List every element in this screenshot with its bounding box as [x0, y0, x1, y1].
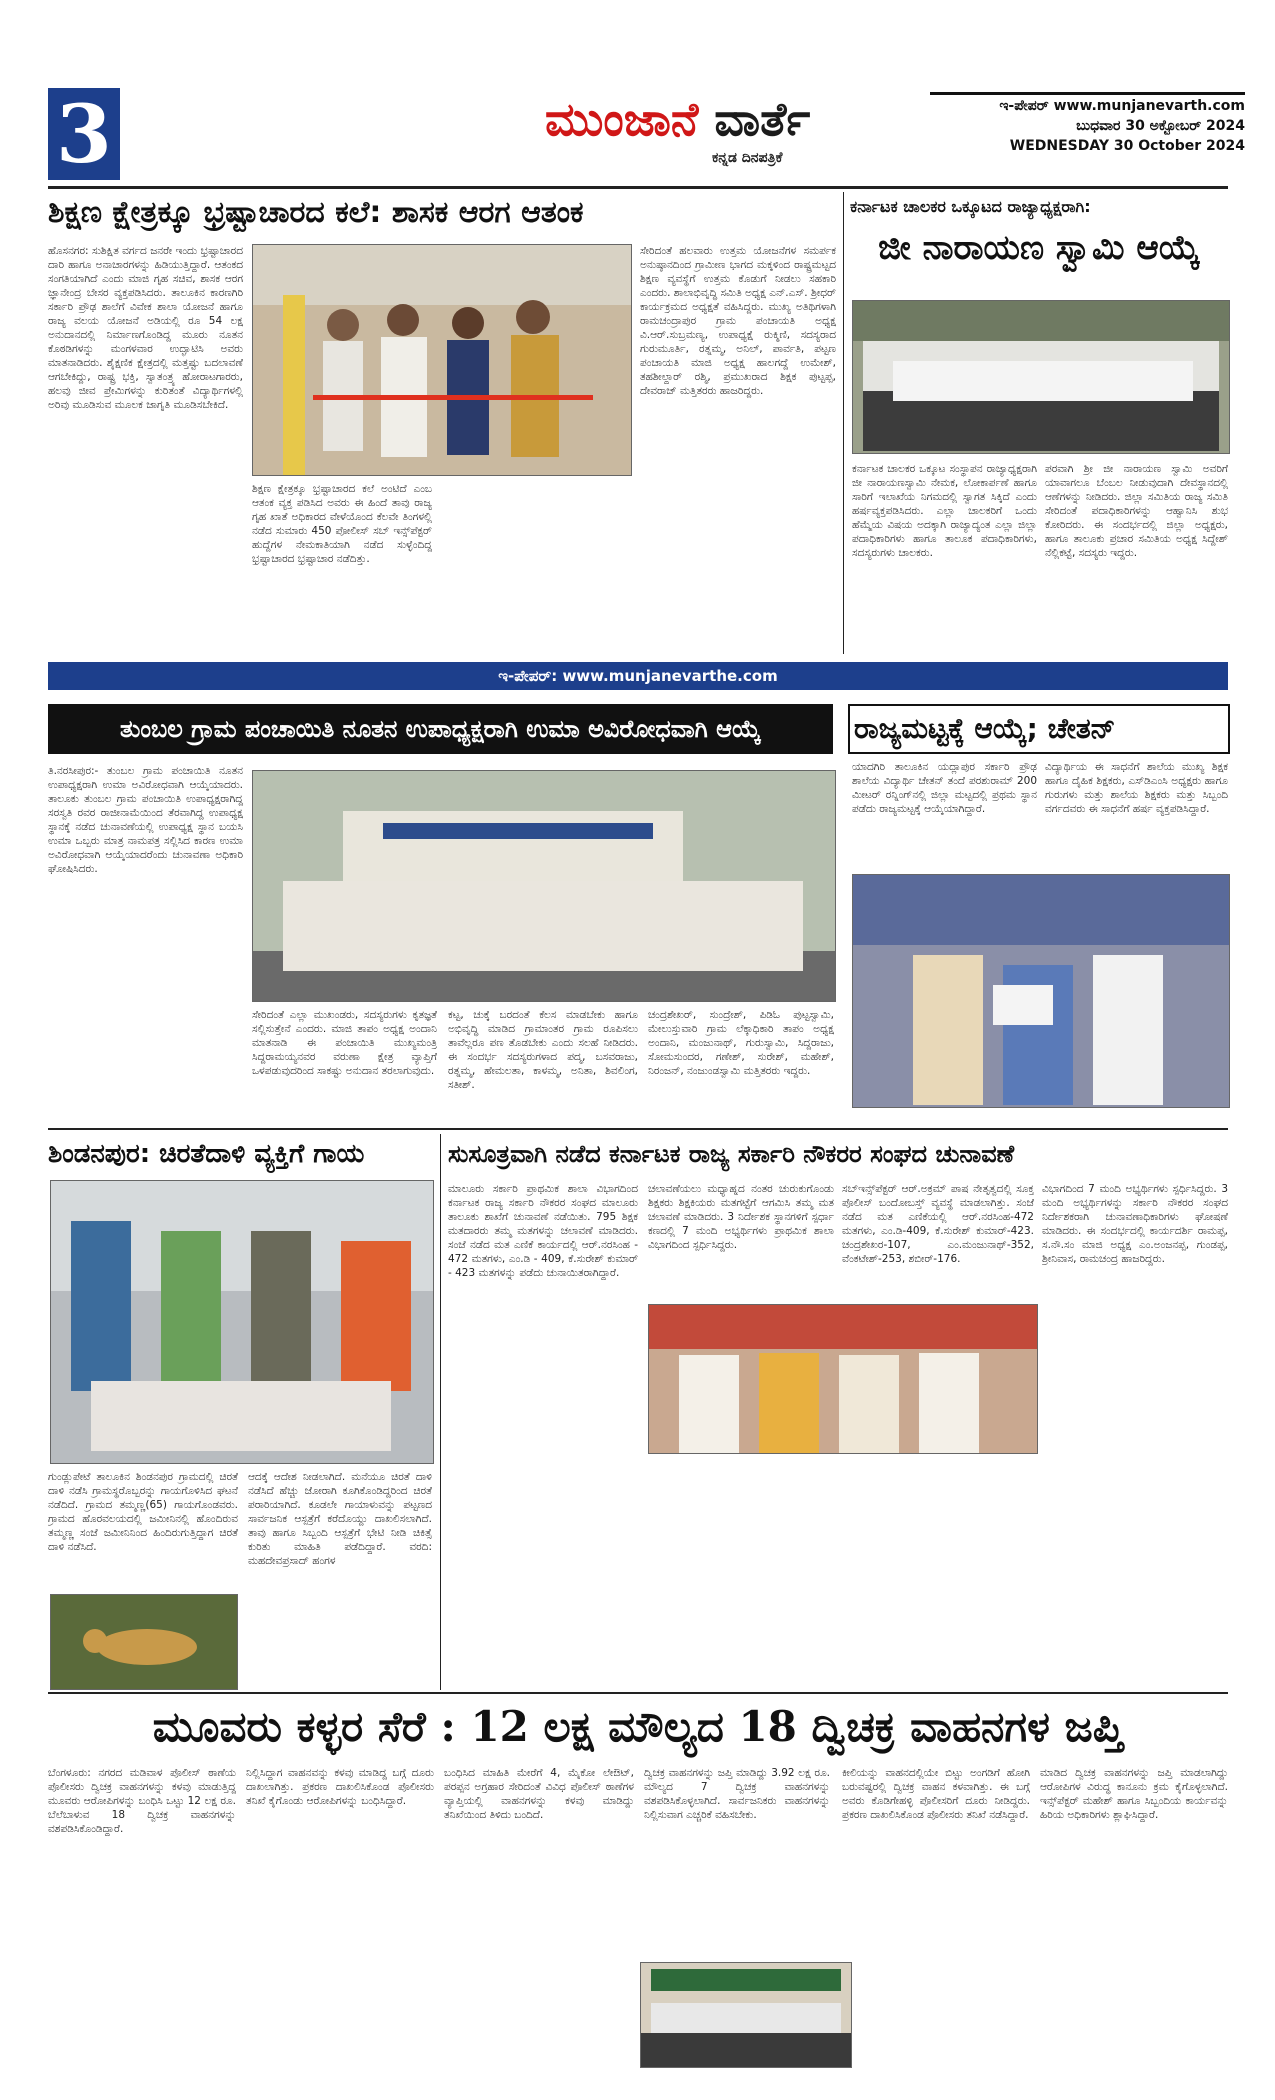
education-photo-image [253, 245, 631, 475]
date-kannada: ಬುಧವಾರ 30 ಅಕ್ಟೋಬರ್ 2024 [1076, 118, 1245, 134]
theft-headline[interactable]: ಮೂವರು ಕಳ್ಳರ ಸೆರೆ : 12 ಲಕ್ಷ ಮೌಲ್ಯದ 18 ದ್ವಿಚಕ್ರ ವಾಹನಗಳ ಜಪ್ತಿ [152, 1702, 1124, 1751]
leopard-col1: ಗುಂಡ್ಲುಪೇಟೆ ತಾಲೂಕಿನ ಶಿಂಡನಪುರ ಗ್ರಾಮದಲ್ಲಿ ಚಿರತೆ ದಾಳಿ ನಡೆಸಿ ಗ್ರಾಮಸ್ಥರೊಬ್ಬರನ್ನು ಗಾಯಗೊಳಿಸಿದ ಘಟನೆ ನಡೆದಿದೆ. ಗ್ರಾಮದ ತಮ್ಮಣ್ಣ(65) ಗಾಯಗೊಂಡವರು. ಗ್ರಾಮದ ಹೊರವಲಯದಲ್ಲಿ ಜಮೀನಿನಲ್ಲಿ ಹೊಂದಿರುವ ತಮ್ಮಣ್ಣ ಸಂಜೆ ಜಮೀನಿನಿಂದ ಹಿಂದಿರುಗುತ್ತಿದ್ದಾಗ ಚಿರತೆ ದಾಳಿ ನಡೆಸಿದೆ. [48, 1471, 238, 1553]
tumbala-photo [252, 770, 836, 1002]
date-english: WEDNESDAY 30 October 2024 [1009, 138, 1245, 154]
chethan-photo [852, 874, 1230, 1108]
tumbala-col1: ತಿ.ನರಸೀಪುರ:- ತುಂಬಲ ಗ್ರಾಮ ಪಂಚಾಯಿತಿ ನೂತನ ಉಪಾಧ್ಯಕ್ಷರಾಗಿ ಉಮಾ ಅವಿರೋಧವಾಗಿ ಆಯ್ಕೆಯಾದರು. ತಾಲೂಕು ತುಂಬಲ ಗ್ರಾಮ ಪಂಚಾಯಿತಿ ಉಪಾಧ್ಯಕ್ಷರಾಗಿದ್ದ ಸರಸ್ವತಿ ರವರ ರಾಜೀನಾಮೆಯಿಂದ ತೆರವಾಗಿದ್ದ ಉಪಾಧ್ಯಕ್ಷ ಸ್ಥಾನಕ್ಕೆ ನಡೆದ ಚುನಾವಣೆಯಲ್ಲಿ ಉಪಾಧ್ಯಕ್ಷ ಸ್ಥಾನ ಬಯಸಿ ಉಮಾ ಒಬ್ಬರು ಮಾತ್ರ ನಾಮಪತ್ರ ಸಲ್ಲಿಸಿದ ಕಾರಣ ಉಮಾ ಅವಿರೋಧವಾಗಿ ಆಯ್ಕೆಯಾದರೆಂದು ಚುನಾವಣಾ ಅಧಿಕಾರಿ ಘೋಷಿಸಿದರು. [48, 765, 243, 875]
chethan-col1: ಯಾದಗಿರಿ ತಾಲೂಕಿನ ಯದ್ಲಾಪುರ ಸರ್ಕಾರಿ ಪ್ರೌಢ ಶಾಲೆಯ ವಿದ್ಯಾರ್ಥಿ ಚೇತನ್ ತಂದೆ ಪರಶುರಾಮ್ 200 ಮೀಟರ್ ರನ್ನಿಂಗ್‌ನಲ್ಲಿ ಜಿಲ್ಲಾ ಮಟ್ಟದಲ್ಲಿ ಪ್ರಥಮ ಸ್ಥಾನ ಪಡೆದು ರಾಜ್ಯಮಟ್ಟಕ್ಕೆ ಆಯ್ಕೆಯಾಗಿದ್ದಾರೆ. [852, 761, 1037, 815]
leopard-col2: ಆದಕ್ಕೆ ಆದೇಶ ನೀಡಲಾಗಿದೆ. ಮನೆಯೂ ಚಿರತೆ ದಾಳಿ ನಡೆಸಿದೆ ಹೆಚ್ಚು ಜೋರಾಗಿ ಕೂಗಿಕೊಂಡಿದ್ದರಿಂದ ಚಿರತೆ ಪರಾರಿಯಾಗಿದೆ. ಕೂಡಲೇ ಗಾಯಾಳುವನ್ನು ಪಟ್ಟಣದ ಸಾರ್ವಜನಿಕ ಆಸ್ಪತ್ರೆಗೆ ಕರೆದೊಯ್ದು ದಾಖಲಿಸಲಾಗಿದೆ. ತಾವು ಹಾಗೂ ಸಿಬ್ಬಂದಿ ಆಸ್ಪತ್ರೆಗೆ ಭೇಟಿ ನೀಡಿ ಚಿಕಿತ್ಸೆ ಕುರಿತು ಮಾಹಿತಿ ಪಡೆದಿದ್ದಾರೆ. ವರದಿ: ಮಹದೇವಪ್ರಸಾದ್ ಹಂಗಳ [248, 1471, 432, 1567]
theft-col2: ನಿಲ್ಲಿಸಿದ್ದಾಗ ವಾಹನವನ್ನು ಕಳವು ಮಾಡಿದ್ದ ಬಗ್ಗೆ ದೂರು ದಾಖಲಾಗಿತ್ತು. ಪ್ರಕರಣ ದಾಖಲಿಸಿಕೊಂಡ ಪೊಲೀಸರು ತನಿಖೆ ಕೈಗೊಂಡು ಆರೋಪಿಗಳನ್ನು ಬಂಧಿಸಿದ್ದಾರೆ. [246, 1767, 434, 1807]
column-divider [843, 192, 844, 654]
drivers-headline-top: ಕರ್ನಾಟಕ ಚಾಲಕರ ಒಕ್ಕೂಟದ ರಾಜ್ಯಾಧ್ಯಕ್ಷರಾಗಿ: [850, 197, 1091, 216]
employees-col3: ಸಬ್‌ಇನ್ಸ್‌ಪೆಕ್ಟರ್ ಆರ್.ಅಕ್ರಮ್ ಪಾಷ ನೇತೃತ್ವದಲ್ಲಿ ಸೂಕ್ತ ಪೊಲೀಸ್ ಬಂದೋಬಸ್ತ್ ವ್ಯವಸ್ಥೆ ಮಾಡಲಾಗಿತ್ತು. ಸಂಜೆ ನಡೆದ ಮತ ಎಣಿಕೆಯಲ್ಲಿ ಆರ್.ನರಸಿಂಹ-472 ಮತಗಳು, ಎಂ.ಡಿ-409, ಕೆ.ಸುರೇಶ್ ಕುಮಾರ್-423. ಚಂದ್ರಶೇಖರ-107, ಎಂ.ಮಂಜುನಾಥ್-352, ವೆಂಕಟೇಶ್-253, ಶಬೀರ್-176. [842, 1183, 1034, 1265]
section-divider [48, 1692, 1228, 1694]
masthead-rule [930, 92, 1245, 95]
leopard-animal-image [51, 1595, 237, 1689]
tumbala-col2: ಸೇರಿದಂತೆ ಎಲ್ಲಾ ಮುಖಂಡರು, ಸದಸ್ಯರುಗಳು ಕೃತಜ್ಞತೆ ಸಲ್ಲಿಸುತ್ತೇನೆ ಎಂದರು. ಮಾಜಿ ತಾಪಂ ಅಧ್ಯಕ್ಷ ಅಂದಾನಿ ಮಾತನಾಡಿ ಈ ಪಂಚಾಯಿತಿ ಮುಖ್ಯಮಂತ್ರಿ ಸಿದ್ದರಾಮಯ್ಯನವರ ವರುಣಾ ಕ್ಷೇತ್ರ ವ್ಯಾಪ್ತಿಗೆ ಒಳಪಡುವುದರಿಂದ ಸಾಕಷ್ಟು ಅನುದಾನ ತರಲಾಗುವುದು. [252, 1009, 437, 1077]
masthead-divider [48, 186, 1228, 189]
section-divider [48, 1128, 1228, 1130]
leopard-photo [50, 1180, 434, 1464]
leopard-photo-image [51, 1181, 433, 1463]
education-caption: ಶಿಕ್ಷಣ ಕ್ಷೇತ್ರಕ್ಕೂ ಭ್ರಷ್ಟಾಚಾರದ ಕಲೆ ಅಂಟಿದೆ ಎಂಬ ಆತಂಕ ವ್ಯಕ್ತ ಪಡಿಸಿದ ಅವರು ಈ ಹಿಂದೆ ತಾವು ರಾಜ್ಯ ಗೃಹ ಖಾತೆ ಅಧಿಕಾರದ ವೇಳೆಯೊಂದ ಕೆಲವೇ ತಿಂಗಳಲ್ಲಿ ನಡೆದ ಸುಮಾರು 450 ಪೋಲೀಸ್ ಸಬ್ ಇನ್ಸ್‌ಪೆಕ್ಟರ್ ಹುದ್ದೆಗಳ ನೇಮಕಾತಿಯಾಗಿ ನಡೆದ ಸುಳ್ಳೆಂದಿದ್ದ ಭ್ರಷ್ಟಾಚಾರದ ಭ್ರಷ್ಟಾಚಾರ ನಡೆದಿತ್ತು. [252, 483, 432, 565]
education-col3: ಸೇರಿದಂತೆ ಹಲವಾರು ಉತ್ತಮ ಯೋಜನೆಗಳ ಸಮರ್ಪಕ ಅನುಷ್ಠಾನದಿಂದ ಗ್ರಾಮೀಣ ಭಾಗದ ಮಕ್ಕಳಿಂದ ರಾಷ್ಟ್ರಮಟ್ಟದ ಶಿಕ್ಷಣ ವ್ಯವಸ್ಥೆಗೆ ಉತ್ತಮ ಕೊಡುಗೆ ನೀಡಲು ಸಹಕಾರಿ ಎಂದರು. ಶಾಲಾಭಿವೃದ್ಧಿ ಸಮಿತಿ ಅಧ್ಯಕ್ಷ ಎನ್.ಎಸ್. ಶ್ರೀಧರ್ ಕಾರ್ಯಕ್ರಮದ ಅಧ್ಯಕ್ಷತೆ ವಹಿಸಿದ್ದರು. ಮುಖ್ಯ ಅತಿಥಿಗಳಾಗಿ ರಾಮಚಂದ್ರಾಪುರ ಗ್ರಾಮ ಪಂಚಾಯತಿ ಅಧ್ಯಕ್ಷ ವಿ.ಆರ್.ಸುಬ್ರಮಣ್ಯ, ಉಪಾಧ್ಯಕ್ಷೆ ರುಕ್ಮಿಣಿ, ಸದಸ್ಯರಾದ ಗುರುಮೂರ್ತಿ, ರತ್ನಮ್ಮ, ಅನಿಲ್, ಪಾರ್ವತಿ, ಪಟ್ಟಣ ಪಂಚಾಯತಿ ಮಾಜಿ ಅಧ್ಯಕ್ಷ ಹಾಲಗದ್ದೆ ಉಮೇಶ್, ತಹಶೀಲ್ದಾರ್ ರಶ್ಮಿ, ಪ್ರಮುಖರಾದ ಶಿಕ್ಷಕ ಪುಟ್ಟಪ್ಪ, ದೇವರಾಜ್ ಮತ್ತಿತರರು ಹಾಜರಿದ್ದರು. [640, 245, 836, 397]
theft-col4: ದ್ವಿಚಕ್ರ ವಾಹನಗಳನ್ನು ಜಪ್ತಿ ಮಾಡಿದ್ದು 3.92 ಲಕ್ಷ ರೂ. ಮೌಲ್ಯದ 7 ದ್ವಿಚಕ್ರ ವಾಹನಗಳನ್ನು ವಶಪಡಿಸಿಕೊಳ್ಳಲಾಗಿದೆ. ಸಾರ್ವಜನಿಕರು ವಾಹನಗಳನ್ನು ನಿಲ್ಲಿಸುವಾಗ ಎಚ್ಚರಿಕೆ ವಹಿಸಬೇಕು. [644, 1767, 830, 1821]
drivers-photo-image [853, 301, 1229, 453]
chethan-col2: ವಿದ್ಯಾರ್ಥಿಯ ಈ ಸಾಧನೆಗೆ ಶಾಲೆಯ ಮುಖ್ಯ ಶಿಕ್ಷಕ ಹಾಗೂ ದೈಹಿಕ ಶಿಕ್ಷಕರು, ಎಸ್‌ಡಿಎಂಸಿ ಅಧ್ಯಕ್ಷರು ಹಾಗೂ ಗುರುಗಳು ಮತ್ತು ಶಾಲೆಯ ಶಿಕ್ಷಕರು ಮತ್ತು ಸಿಬ್ಬಂದಿ ವರ್ಗದವರು ಈ ಸಾಧನೆಗೆ ಹರ್ಷ ವ್ಯಕ್ತಪಡಿಸಿದ್ದಾರೆ. [1045, 761, 1228, 815]
epaper-url[interactable]: ಇ-ಪೇಪರ್ www.munjanevarth.com [999, 98, 1245, 114]
newspaper-logo [545, 92, 885, 152]
theft-col3: ಬಂಧಿಸಿದ ಮಾಹಿತಿ ಮೇರೆಗೆ 4, ಮೈಕೋ ಲೇಔಟ್, ಪರಪ್ಪನ ಅಗ್ರಹಾರ ಸೇರಿದಂತೆ ವಿವಿಧ ಪೊಲೀಸ್ ಠಾಣೆಗಳ ವ್ಯಾಪ್ತಿಯಲ್ಲಿ ವಾಹನಗಳನ್ನು ಕಳವು ಮಾಡಿದ್ದು ತನಿಖೆಯಿಂದ ತಿಳಿದು ಬಂದಿದೆ. [444, 1767, 634, 1821]
employees-col1: ಮಾಲೂರು ಸರ್ಕಾರಿ ಪ್ರಾಥಮಿಕ ಶಾಲಾ ವಿಭಾಗದಿಂದ ಕರ್ನಾಟಕ ರಾಜ್ಯ ಸರ್ಕಾರಿ ನೌಕರರ ಸಂಘದ ಮಾಲೂರು ತಾಲೂಕು ಶಾಖೆಗೆ ಚುನಾವಣೆ ನಡೆಯಿತು. 795 ಶಿಕ್ಷಕ ಮತದಾರರು ತಮ್ಮ ಮತಗಳನ್ನು ಚಲಾವಣೆ ಮಾಡಿದರು. ಸಂಜೆ ನಡೆದ ಮತ ಎಣಿಕೆ ಕಾರ್ಯದಲ್ಲಿ ಆರ್.ನರಸಿಂಹ - 472 ಮತಗಳು, ಎಂ.ಡಿ - 409, ಕೆ.ಸುರೇಶ್ ಕುಮಾರ್ - 423 ಮತಗಳನ್ನು ಪಡೆದು ಚುನಾಯಿತರಾಗಿದ್ದಾರೆ. [448, 1183, 638, 1279]
column-divider [440, 1134, 441, 1690]
chethan-headline[interactable]: ರಾಜ್ಯಮಟ್ಟಕ್ಕೆ ಆಯ್ಕೆ; ಚೇತನ್ [848, 704, 1230, 754]
employees-col2-cont [648, 1460, 834, 1688]
tumbala-col4: ಚಂದ್ರಶೇಖರ್, ಸುಂದ್ರೇಶ್, ಪಿಡಿಓ ಪುಟ್ಟಸ್ವಾಮಿ, ಮೇಲುಸ್ತುವಾರಿ ಗ್ರಾಮ ಲೆಕ್ಕಾಧಿಕಾರಿ ತಾಪಂ ಅಧ್ಯಕ್ಷ ಅಂದಾನಿ, ಮಂಜುನಾಥ್, ಗುರುಸ್ವಾಮಿ, ಸಿದ್ದರಾಜು, ಸೋಮಸುಂದರ, ಗಣೇಶ್, ಸುರೇಶ್, ಮಹೇಶ್, ನಿರಂಜನ್, ನಂಜುಂಡಸ್ವಾಮಿ ಮತ್ತಿತರರು ಇದ್ದರು. [648, 1009, 834, 1077]
logo-part1: ಮುಂಜಾನೆ [545, 92, 699, 146]
tumbala-headline[interactable]: ತುಂಬಲ ಗ್ರಾಮ ಪಂಚಾಯಿತಿ ನೂತನ ಉಪಾಧ್ಯಕ್ಷರಾಗಿ ಉಮಾ ಅವಿರೋಧವಾಗಿ ಆಯ್ಕೆ [48, 704, 833, 754]
logo-part2: ವಾರ್ತೆ [714, 92, 811, 146]
drivers-headline[interactable]: ಜೀ ನಾರಾಯಣ ಸ್ವಾಮಿ ಆಯ್ಕೆ [878, 228, 1200, 268]
theft-photo-image [641, 1963, 851, 2067]
theft-col1: ಬೆಂಗಳೂರು: ನಗರದ ಮಡಿವಾಳ ಪೊಲೀಸ್ ಠಾಣೆಯ ಪೊಲೀಸರು ದ್ವಿಚಕ್ರ ವಾಹನಗಳನ್ನು ಕಳವು ಮಾಡುತ್ತಿದ್ದ ಮೂವರು ಆರೋಪಿಗಳನ್ನು ಬಂಧಿಸಿ ಒಟ್ಟು 12 ಲಕ್ಷ ರೂ. ಬೆಲೆಬಾಳುವ 18 ದ್ವಿಚಕ್ರ ವಾಹನಗಳನ್ನು ವಶಪಡಿಸಿಕೊಂಡಿದ್ದಾರೆ. [48, 1767, 236, 1835]
leopard-headline[interactable]: ಶಿಂಡನಪುರ: ಚಿರತೆದಾಳಿ ವ್ಯಕ್ತಿಗೆ ಗಾಯ [48, 1139, 365, 1169]
tumbala-photo-image [253, 771, 835, 1001]
epaper-banner[interactable]: ಇ-ಪೇಪರ್: www.munjanevarthe.com [48, 662, 1228, 690]
education-col1: ಹೊಸನಗರ: ಸುಶಿಕ್ಷಿತ ವರ್ಗದ ಜನರೇ ಇಂದು ಭ್ರಷ್ಟಾಚಾರದ ದಾರಿ ಹಾಗೂ ಅನಾಚಾರಗಳನ್ನು ಹಿಡಿಯುತ್ತಿದ್ದಾರೆ. ಆತಂಕದ ಸಂಗತಿಯಾಗಿದೆ ಎಂದು ಮಾಜಿ ಗೃಹ ಸಚಿವ, ಶಾಸಕ ಆರಗ ಜ್ಞಾನೇಂದ್ರ ಬೇಸರ ವ್ಯಕ್ತಪಡಿಸಿದರು. ತಾಲೂಕಿನ ಕಾರಣಗಿರಿ ಸರ್ಕಾರಿ ಪ್ರೌಢ ಶಾಲೆಗೆ ವಿವೇಕ ಶಾಲಾ ಯೋಜನೆ ಹಾಗೂ ರಾಜ್ಯ ವಲಯ ಯೋಜನೆ ಅಡಿಯಲ್ಲಿ ರೂ 54 ಲಕ್ಷ ಅನುದಾನದಲ್ಲಿ ನಿರ್ಮಾಣಗೊಂಡಿದ್ದ ಮೂರು ನೂತನ ಕೊಠಡಿಗಳನ್ನು ಮಂಗಳವಾರ ಉದ್ಘಾಟಿಸಿ ಅವರು ಮಾತನಾಡಿದರು. ಶೈಕ್ಷಣಿಕ ಕ್ಷೇತ್ರದಲ್ಲಿ ಮತ್ತಷ್ಟು ಬದಲಾವಣೆ ಆಗಬೇಕಿದ್ದು, ರಾಷ್ಟ್ರ ಭಕ್ತಿ, ಸ್ವಾತಂತ್ರ್ಯ ಹೋರಾಟಗಾರರು, ಹಲವು ಜೀವ ಪ್ರೇಮಿಗಳನ್ನು ಕುರಿತಂತೆ ವಿದ್ಯಾರ್ಥಿಗಳಲ್ಲಿ ಅರಿವು ಮೂಡಿಸುವ ಮೂಲಕ ಜಾಗೃತಿ ಮೂಡಿಸಬೇಕಿದೆ. [48, 245, 243, 411]
employees-col2: ಚಲಾವಣೆಯಲು ಮಧ್ಯಾಹ್ನದ ನಂತರ ಚುರುಕುಗೊಂಡು ಶಿಕ್ಷಕರು ಶಿಕ್ಷಕಿಯರು ಮತಗಟ್ಟೆಗೆ ಆಗಮಿಸಿ ತಮ್ಮ ಮತ ಚಲಾವಣೆ ಮಾಡಿದರು. 3 ನಿರ್ದೇಶಕ ಸ್ಥಾನಗಳಿಗೆ ಸ್ಪರ್ಧಾ ಕಣದಲ್ಲಿ 7 ಮಂದಿ ಅಭ್ಯರ್ಥಿಗಳು ಪ್ರಾಥಮಿಕ ಶಾಲಾ ವಿಭಾಗದಿಂದ ಸ್ಪರ್ಧಿಸಿದ್ದರು. [648, 1183, 834, 1251]
theft-photo [640, 1962, 852, 2068]
theft-col6: ಮಾಡಿದ ದ್ವಿಚಕ್ರ ವಾಹನಗಳನ್ನು ಜಪ್ತಿ ಮಾಡಲಾಗಿದ್ದು ಆರೋಪಿಗಳ ವಿರುದ್ಧ ಕಾನೂನು ಕ್ರಮ ಕೈಗೊಳ್ಳಲಾಗಿದೆ. ಇನ್ಸ್‌ಪೆಕ್ಟರ್ ಮಹೇಶ್ ಹಾಗೂ ಸಿಬ್ಬಂದಿಯ ಕಾರ್ಯವನ್ನು ಹಿರಿಯ ಅಧಿಕಾರಿಗಳು ಶ್ಲಾಘಿಸಿದ್ದಾರೆ. [1040, 1767, 1228, 1821]
theft-col5: ಕೀಲಿಯನ್ನು ವಾಹನದಲ್ಲಿಯೇ ಬಿಟ್ಟು ಅಂಗಡಿಗೆ ಹೋಗಿ ಬರುವಷ್ಟರಲ್ಲಿ ದ್ವಿಚಕ್ರ ವಾಹನ ಕಳವಾಗಿತ್ತು. ಈ ಬಗ್ಗೆ ಅವರು ಕೊಡಿಗೇಹಳ್ಳಿ ಪೊಲೀಸರಿಗೆ ದೂರು ನೀಡಿದ್ದರು. ಪ್ರಕರಣ ದಾಖಲಿಸಿಕೊಂಡ ಪೊಲೀಸರು ತನಿಖೆ ನಡೆಸಿದ್ದಾರೆ. [842, 1767, 1030, 1821]
employees-headline[interactable]: ಸುಸೂತ್ರವಾಗಿ ನಡೆದ ಕರ್ನಾಟಕ ರಾಜ್ಯ ಸರ್ಕಾರಿ ನೌಕರರ ಸಂಘದ ಚುನಾವಣೆ [448, 1140, 1015, 1168]
employees-col4: ವಿಭಾಗದಿಂದ 7 ಮಂದಿ ಅಭ್ಯರ್ಥಿಗಳು ಸ್ಪರ್ಧಿಸಿದ್ದರು. 3 ಮಂದಿ ಅಭ್ಯರ್ಥಿಗಳನ್ನು ಸರ್ಕಾರಿ ನೌಕರರ ಸಂಘದ ನಿರ್ದೇಶಕರಾಗಿ ಚುನಾವಣಾಧಿಕಾರಿಗಳು ಘೋಷಣೆ ಮಾಡಿದರು. ಈ ಸಂದರ್ಭದಲ್ಲಿ ಕಾರ್ಯದರ್ಶಿ ರಾಮಪ್ಪ, ಸ.ನೌ.ಸಂ ಮಾಜಿ ಅಧ್ಯಕ್ಷ ಎಂ.ಅಂಜನಪ್ಪ, ಗುಂಡಪ್ಪ, ಶ್ರೀನಿವಾಸ, ರಾಮಚಂದ್ರ ಹಾಜರಿದ್ದರು. [1042, 1183, 1228, 1265]
education-caption-cont [440, 482, 630, 650]
drivers-col2: ಪರವಾಗಿ ಶ್ರೀ ಜೀ ನಾರಾಯಣ ಸ್ವಾಮಿ ಅವರಿಗೆ ಯಾವಾಗಲೂ ಬೆಂಬಲ ನೀಡುವುದಾಗಿ ದೇವಸ್ಥಾನದಲ್ಲಿ ಆಣೆಗಳನ್ನು ನೀಡಿದರು. ಜಿಲ್ಲಾ ಸಮಿತಿಯ ರಾಜ್ಯ ಸಮಿತಿ ಸೇರಿದಂತೆ ಪದಾಧಿಕಾರಿಗಳನ್ನು ಆಹ್ವಾನಿಸಿ ಶುಭ ಕೋರಿದರು. ಈ ಸಂದರ್ಭದಲ್ಲಿ ಜಿಲ್ಲಾ ಅಧ್ಯಕ್ಷರು, ಹಾಗೂ ತಾಲೂಕು ಪ್ರಚಾರ ಸಮಿತಿಯ ಅಧ್ಯಕ್ಷ ಸಿದ್ದೇಶ್ ನೆಲ್ಲಿಕಟ್ಟೆ, ಸದಸ್ಯರು ಇದ್ದರು. [1045, 463, 1228, 559]
leopard-animal-photo [50, 1594, 238, 1690]
tumbala-col3: ಕಟ್ಟ, ಚುಕ್ಕೆ ಬರದಂತೆ ಕೆಲಸ ಮಾಡಬೇಕು ಹಾಗೂ ಅಭಿವೃದ್ಧಿ ಮಾಡಿದ ಗ್ರಾಮಾಂತರ ಗ್ರಾಮ ರೂಪಿಸಲು ತಾವೆಲ್ಲರೂ ಪಣ ತೊಡಬೇಕು ಎಂದು ಸಲಹೆ ನೀಡಿದರು. ಈ ಸಂದರ್ಭ ಸದಸ್ಯರುಗಳಾದ ಪದ್ಮ, ಬಸವರಾಜು, ರತ್ನಮ್ಮ, ಹೇಮಲತಾ, ಕಾಳಮ್ಮ, ಅನಿತಾ, ಶಿವಲಿಂಗ, ಸತೀಶ್. [448, 1009, 638, 1091]
chethan-photo-image [853, 875, 1229, 1107]
education-photo [252, 244, 632, 476]
education-headline[interactable]: ಶಿಕ್ಷಣ ಕ್ಷೇತ್ರಕ್ಕೂ ಭ್ರಷ್ಟಾಚಾರದ ಕಲೆ: ಶಾಸಕ ಆರಗ ಆತಂಕ [48, 195, 584, 230]
page-number: 3 [48, 88, 120, 180]
drivers-col1: ಕರ್ನಾಟಕ ಚಾಲಕರ ಒಕ್ಕೂಟ ಸಂಸ್ಥಾಪನ ರಾಜ್ಯಾಧ್ಯಕ್ಷರಾಗಿ ಜೀ ನಾರಾಯಣಸ್ವಾಮಿ ನೇಮಕ, ಲೋಕಾರ್ಪಣೆ ಹಾಗೂ ಸಾರಿಗೆ ಇಲಾಖೆಯ ನಿಗಮದಲ್ಲಿ ಸ್ವಾಗತ ಸಿಕ್ಕಿದೆ ಎಂದು ಹರ್ಷವ್ಯಕ್ತಪಡಿಸಿದರು. ಎಲ್ಲಾ ಚಾಲಕರಿಗೆ ಒಂದು ಹೆಮ್ಮೆಯ ವಿಷಯ ಅದಕ್ಕಾಗಿ ರಾಜ್ಯಾದ್ಯಂತ ಎಲ್ಲಾ ಜಿಲ್ಲಾ ಪದಾಧಿಕಾರಿಗಳು ಹಾಗೂ ತಾಲೂಕ ಪದಾಧಿಕಾರಿಗಳು, ಸದಸ್ಯರುಗಳು ಚಾಲಕರು. [852, 463, 1037, 559]
drivers-photo [852, 300, 1230, 454]
tagline: ಕನ್ನಡ ದಿನಪತ್ರಿಕೆ [712, 150, 783, 166]
